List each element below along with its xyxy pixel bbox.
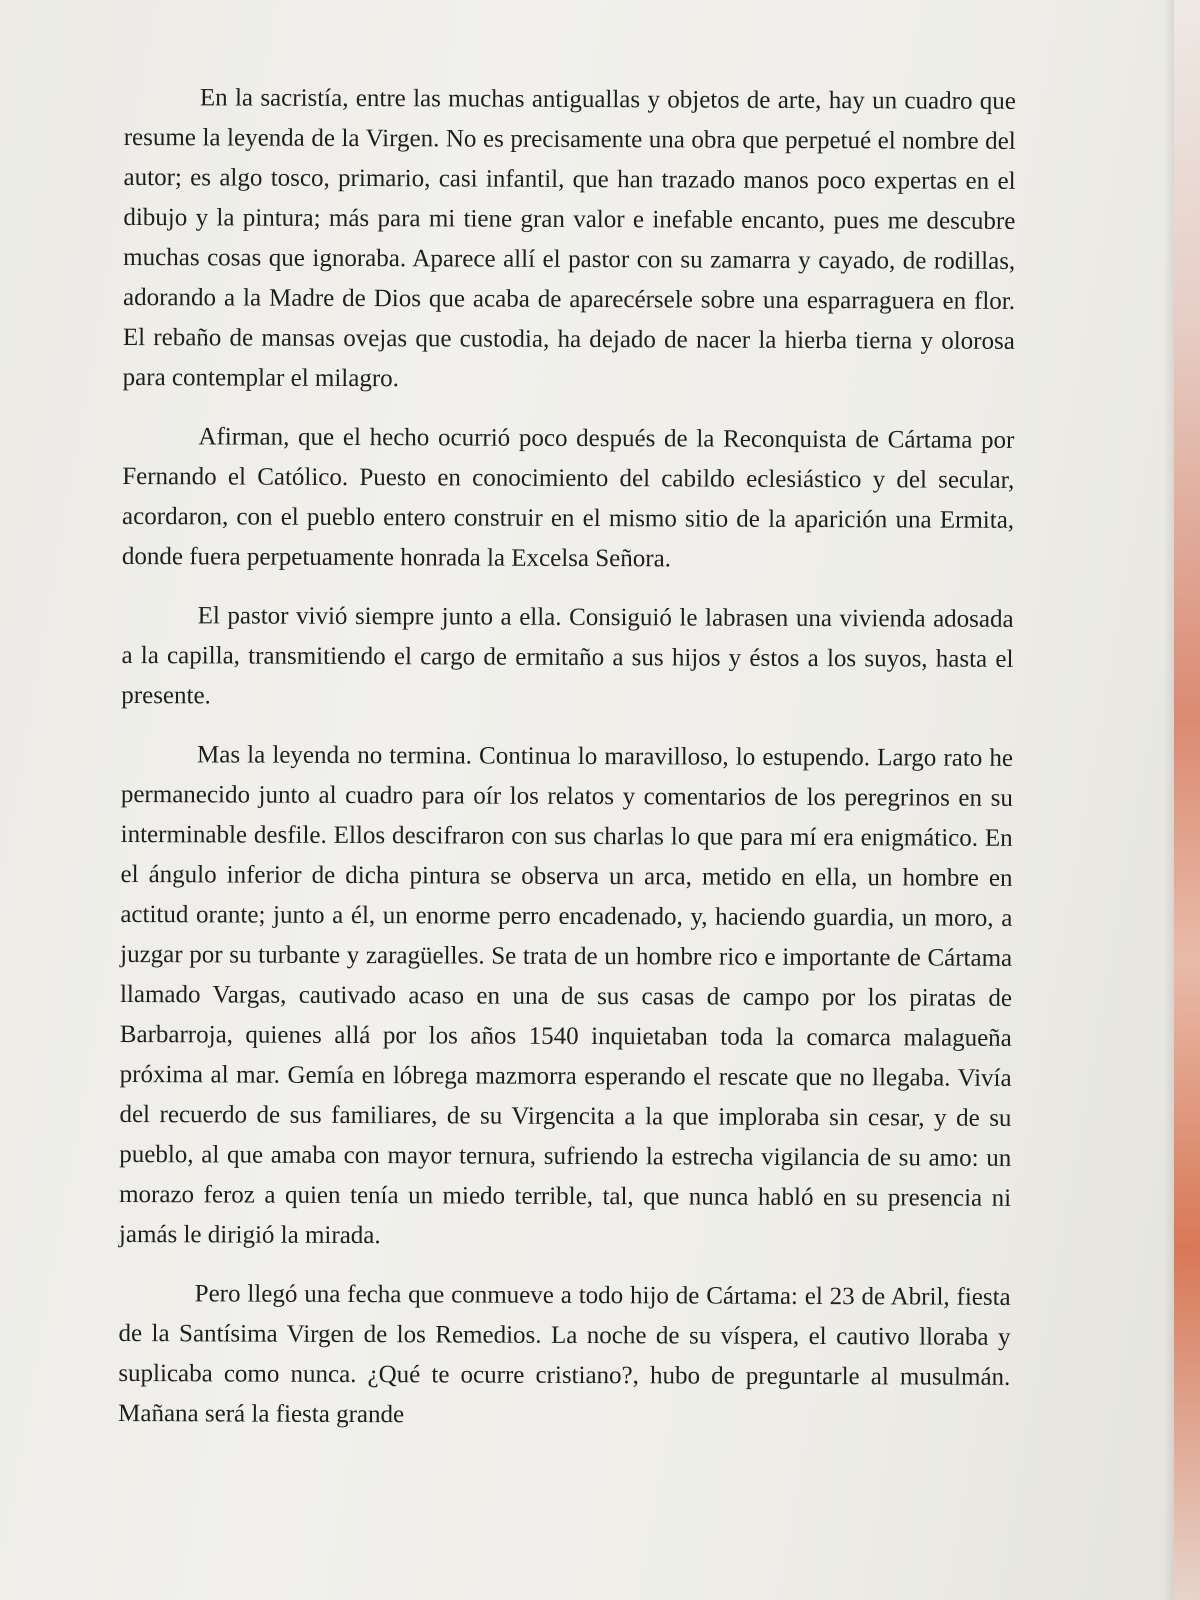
paragraph-4: Mas la leyenda no termina. Continua lo maravilloso, lo estupendo. Largo rato he permanecido junto al cuadro para oír los relatos y comentarios de los peregrinos en su interminable desfile. Ellos descifraron con sus charlas lo que para mí era enigmático. En el ángulo inferior de dicha pintura se observa un arca, metido en ella, un hombre en actitud orante; junto a él, un enorme perro encadenado, y, haciendo guardia, un moro, a juzgar por su turbante y zaragüelles. Se trata de un hombre rico e importante de Cártama llamado Vargas, cautivado acaso en una de sus casas de campo por los piratas de Barbarroja, quienes allá por los años 1540 inquietaban toda la comarca malagueña próxima al mar. Gemía en lóbrega mazmorra esperando el rescate que no llegaba. Vivía del recuerdo de sus familiares, de su Virgencita a la que imploraba sin cesar, y de su pueblo, al que amaba con mayor ternura, sufriendo la estrecha vigilancia de su amo: un morazo feroz a quien tenía un miedo terrible, tal, que nunca habló en su presencia ni jamás le dirigió la mirada. bbox=[118, 741, 1014, 1250]
background-fabric-edge bbox=[1174, 0, 1200, 1600]
paragraph-3: El pastor vivió siempre junto a ella. Consiguió le labrasen una vivienda adosada a la capilla, transmitiendo el cargo de ermitaño a sus hijos y éstos a los suyos, hasta el presente. bbox=[121, 602, 1014, 710]
paragraph-1: En la sacristía, entre las muchas antiguallas y objetos de arte, hay un cuadro que resume la leyenda de la Virgen. No es precisamente una obra que perpetué el nombre del autor; es algo tosco, primario, casi infantil, que han trazado manos poco expertas en el dibujo y la pintura; más para mi tiene gran valor e inefable encanto, pues me descubre muchas cosas que ignoraba. Aparece allí el pastor con su zamarra y cayado, de rodillas, adorando a la Madre de Dios que acaba de aparecérsele sobre una esparraguera en flor. El rebaño de mansas ovejas que custodia, ha dejado de nacer la hierba tierna y olorosa para contemplar el milagro. bbox=[122, 84, 1016, 393]
page-edge-shadow bbox=[1164, 0, 1174, 1600]
paragraph-5: Pero llegó una fecha que conmueve a todo hijo de Cártama: el 23 de Abril, fiesta de la Santísima Virgen de los Remedios. La noche de su víspera, el cautivo lloraba y suplicaba como nunca. ¿Qué te ocurre cristiano?, hubo de preguntarle al musulmán. Mañana será la fiesta grande bbox=[118, 1280, 1011, 1429]
paragraph-2: Afirman, que el hecho ocurrió poco después de la Reconquista de Cártama por Fernando el Católico. Puesto en conocimiento del cabildo eclesiástico y del secular, acordaron, con el pueblo entero construir en el mismo sitio de la aparición una Ermita, donde fuera perpetuamente honrada la Excelsa Señora. bbox=[121, 423, 1015, 573]
body-text bbox=[118, 78, 1016, 1457]
